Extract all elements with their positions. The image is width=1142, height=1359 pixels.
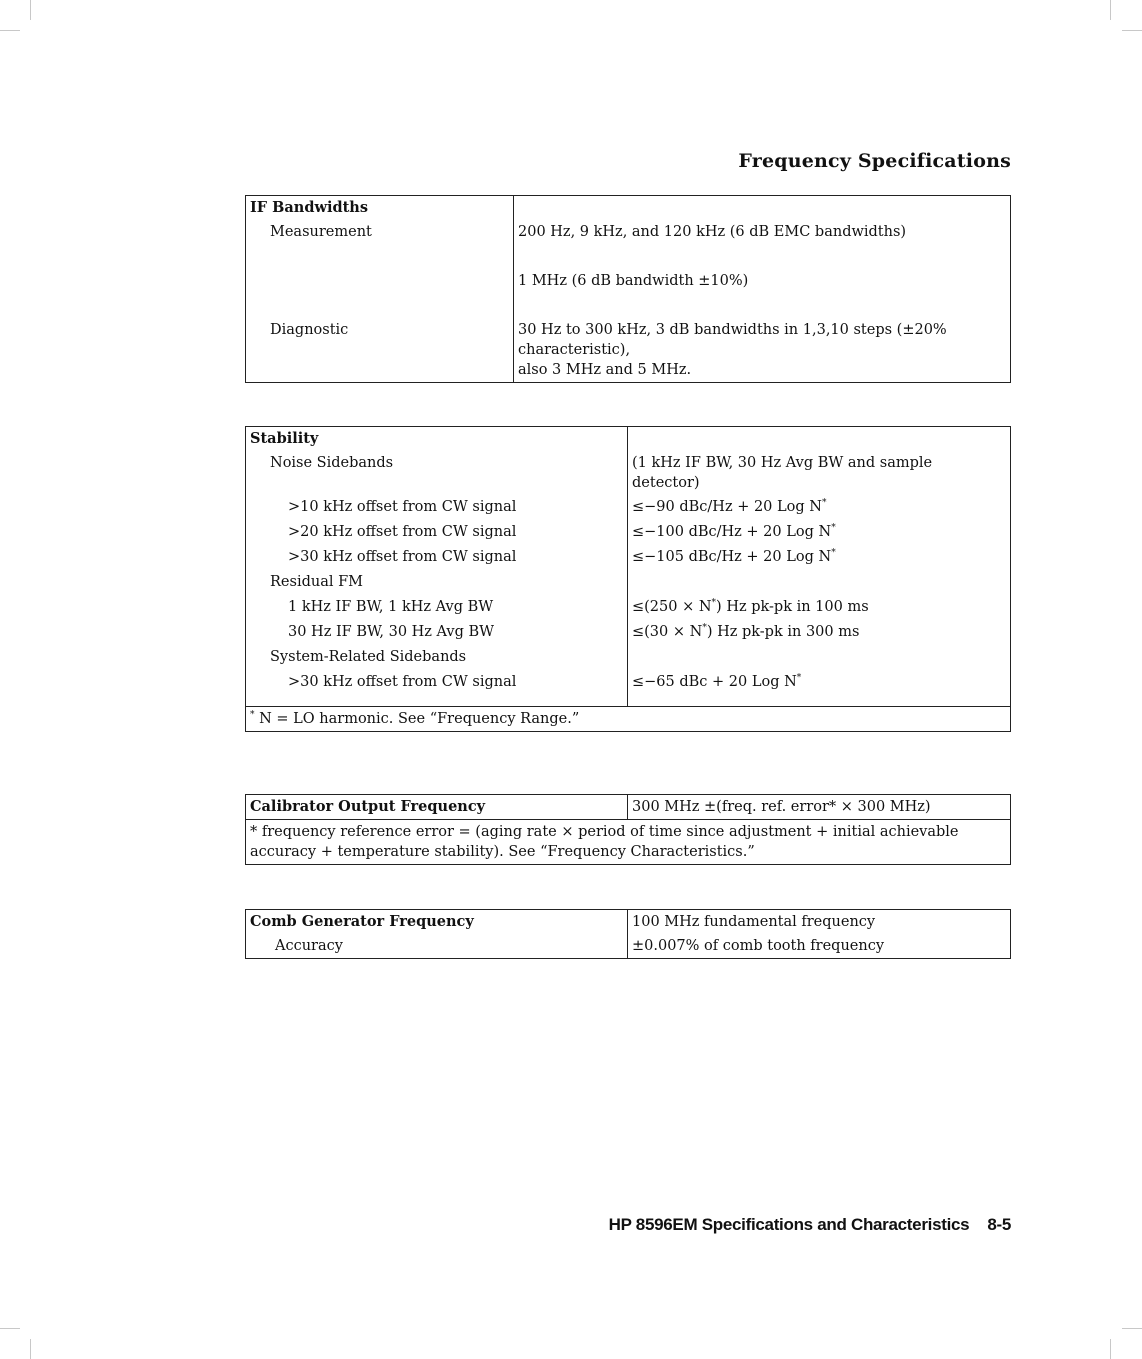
residual-fm-value: ≤(250 × N*) Hz pk-pk in 100 ms xyxy=(628,595,1011,620)
noise-offset-value: ≤−105 dBc/Hz + 20 Log N* xyxy=(628,545,1011,570)
residual-fm-row-label: 30 Hz IF BW, 30 Hz Avg BW xyxy=(288,624,495,640)
measurement-value: 200 Hz, 9 kHz, and 120 kHz (6 dB EMC bandwidths) xyxy=(514,220,1011,244)
residual-fm-row-label: 1 kHz IF BW, 1 kHz Avg BW xyxy=(288,599,494,615)
crop-mark xyxy=(0,30,20,31)
calibrator-label: Calibrator Output Frequency xyxy=(250,798,486,815)
stability-footnote: * N = LO harmonic. See “Frequency Range.” xyxy=(246,706,1011,731)
crop-mark xyxy=(30,0,31,20)
noise-note-line: (1 kHz IF BW, 30 Hz Avg BW and sample xyxy=(632,455,933,471)
comb-generator-table xyxy=(245,909,1011,959)
calibrator-value: 300 MHz ±(freq. ref. error* × 300 MHz) xyxy=(628,795,1011,820)
calibrator-footnote xyxy=(246,820,1011,865)
system-sidebands-row-label: >30 kHz offset from CW signal xyxy=(288,674,517,690)
noise-offset-label: >30 kHz offset from CW signal xyxy=(288,549,517,565)
page-title: Frequency Specifications xyxy=(738,150,1011,172)
comb-accuracy-value: ±0.007% of comb tooth frequency xyxy=(628,934,1011,959)
diagnostic-value-line: also 3 MHz and 5 MHz. xyxy=(518,362,692,378)
noise-offset-label: >10 kHz offset from CW signal xyxy=(288,499,517,515)
calibrator-footnote-line: * frequency reference error = (aging rate × period of time since adjustment + initial achievable xyxy=(250,824,959,840)
crop-mark xyxy=(30,1339,31,1359)
noise-note-line: detector) xyxy=(632,475,700,491)
residual-fm-label: Residual FM xyxy=(270,574,363,590)
measurement-value-2: 1 MHz (6 dB bandwidth ±10%) xyxy=(514,269,1011,293)
system-sidebands-value: ≤−65 dBc + 20 Log N* xyxy=(628,670,1011,706)
comb-label: Comb Generator Frequency xyxy=(250,913,474,930)
footer-text: HP 8596EM Specifications and Characteristics xyxy=(608,1215,970,1234)
diagnostic-label: Diagnostic xyxy=(270,322,349,338)
diagnostic-value-line: characteristic), xyxy=(518,342,631,358)
crop-mark xyxy=(1110,1339,1111,1359)
noise-offset-value: ≤−100 dBc/Hz + 20 Log N* xyxy=(628,520,1011,545)
diagnostic-value-line: 30 Hz to 300 kHz, 3 dB bandwidths in 1,3,10 steps (±20% xyxy=(518,322,947,338)
calibrator-table xyxy=(245,794,1011,865)
residual-fm-value: ≤(30 × N*) Hz pk-pk in 300 ms xyxy=(628,620,1011,645)
measurement-label: Measurement xyxy=(270,224,372,240)
calibrator-footnote-line: accuracy + temperature stability). See “Frequency Characteristics.” xyxy=(250,844,755,860)
crop-mark xyxy=(0,1328,20,1329)
stability-heading: Stability xyxy=(250,430,319,447)
page-number: 8-5 xyxy=(987,1215,1011,1234)
if-bandwidths-table xyxy=(245,195,1011,383)
diagnostic-value xyxy=(514,318,1011,383)
noise-sidebands-note xyxy=(628,451,1011,495)
comb-value: 100 MHz fundamental frequency xyxy=(628,910,1011,935)
stability-table xyxy=(245,426,1011,732)
comb-accuracy-label: Accuracy xyxy=(275,938,343,954)
noise-offset-label: >20 kHz offset from CW signal xyxy=(288,524,517,540)
if-bandwidths-heading: IF Bandwidths xyxy=(250,199,368,216)
crop-mark xyxy=(1110,0,1111,20)
page-footer xyxy=(609,1215,1011,1235)
system-sidebands-label: System-Related Sidebands xyxy=(270,649,467,665)
crop-mark xyxy=(1122,1328,1142,1329)
crop-mark xyxy=(1122,30,1142,31)
noise-sidebands-label: Noise Sidebands xyxy=(270,455,394,471)
noise-offset-value: ≤−90 dBc/Hz + 20 Log N* xyxy=(628,495,1011,520)
